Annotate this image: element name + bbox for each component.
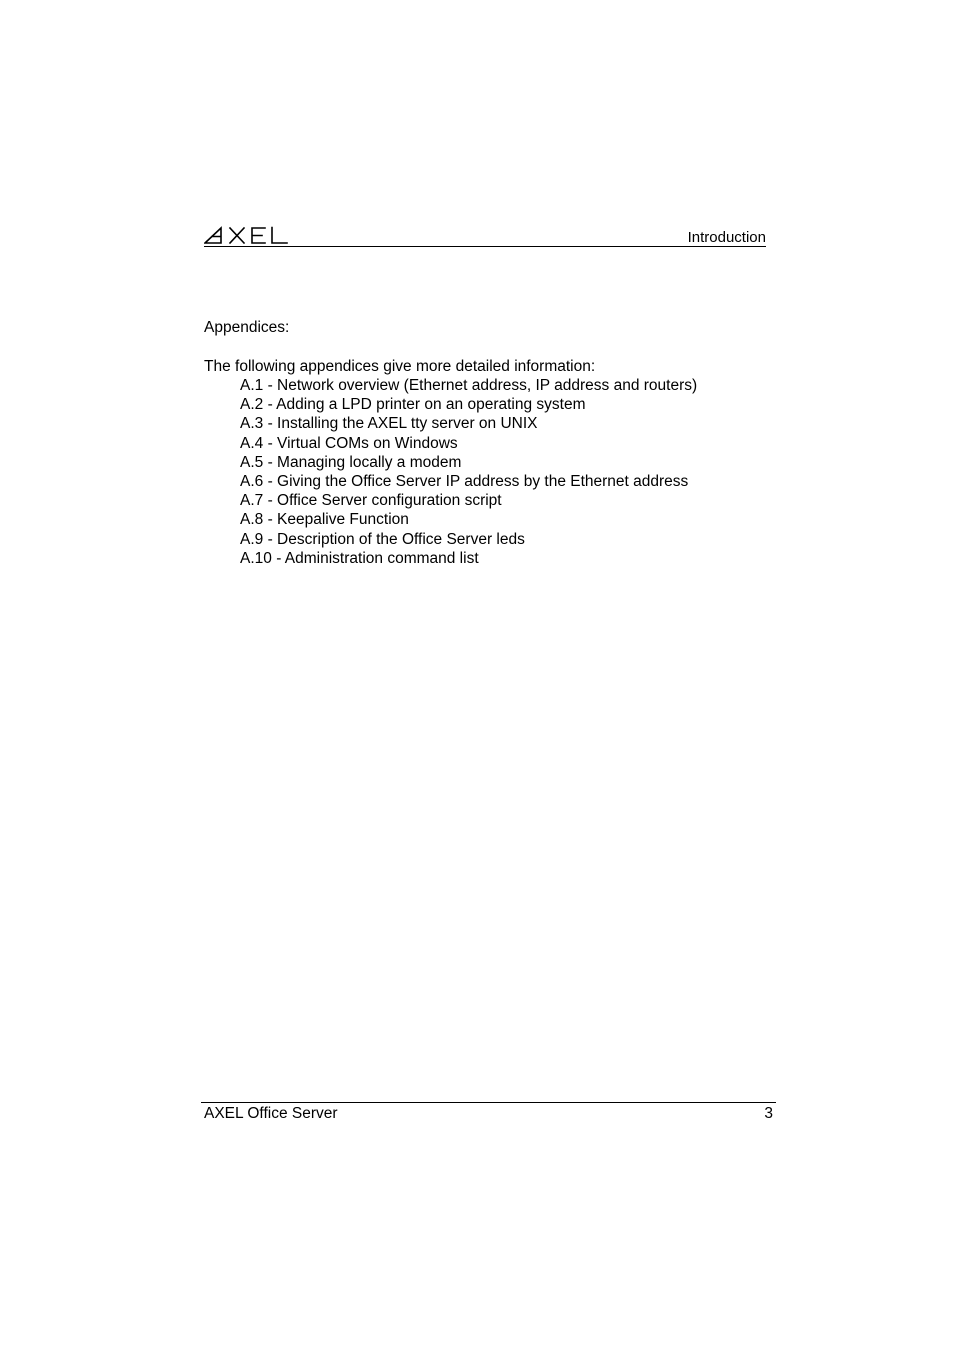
header-title: Introduction — [687, 229, 766, 246]
appendix-list — [240, 376, 697, 568]
footer-product-name: AXEL Office Server — [204, 1105, 338, 1122]
list-item: A.6 - Giving the Office Server IP address by the Ethernet address — [240, 473, 689, 491]
list-item: A.4 - Virtual COMs on Windows — [240, 434, 458, 452]
list-item: A.5 - Managing locally a modem — [240, 453, 462, 471]
page-footer — [201, 1102, 776, 1122]
section-heading: Appendices: — [204, 319, 290, 336]
list-item: A.7 - Office Server configuration script — [240, 492, 502, 510]
list-item: A.2 - Adding a LPD printer on an operating system — [240, 396, 586, 414]
list-item: A.8 - Keepalive Function — [240, 511, 409, 529]
list-item: A.1 - Network overview (Ethernet address, IP address and routers) — [240, 377, 698, 394]
list-item: A.9 - Description of the Office Server leds — [240, 530, 525, 548]
page-header — [204, 224, 766, 247]
axel-logo — [204, 226, 288, 244]
intro-text: The following appendices give more detailed information: — [204, 358, 596, 375]
list-item: A.10 - Administration command list — [240, 549, 479, 567]
page-number: 3 — [764, 1105, 773, 1122]
list-item: A.3 - Installing the AXEL tty server on UNIX — [240, 415, 538, 433]
